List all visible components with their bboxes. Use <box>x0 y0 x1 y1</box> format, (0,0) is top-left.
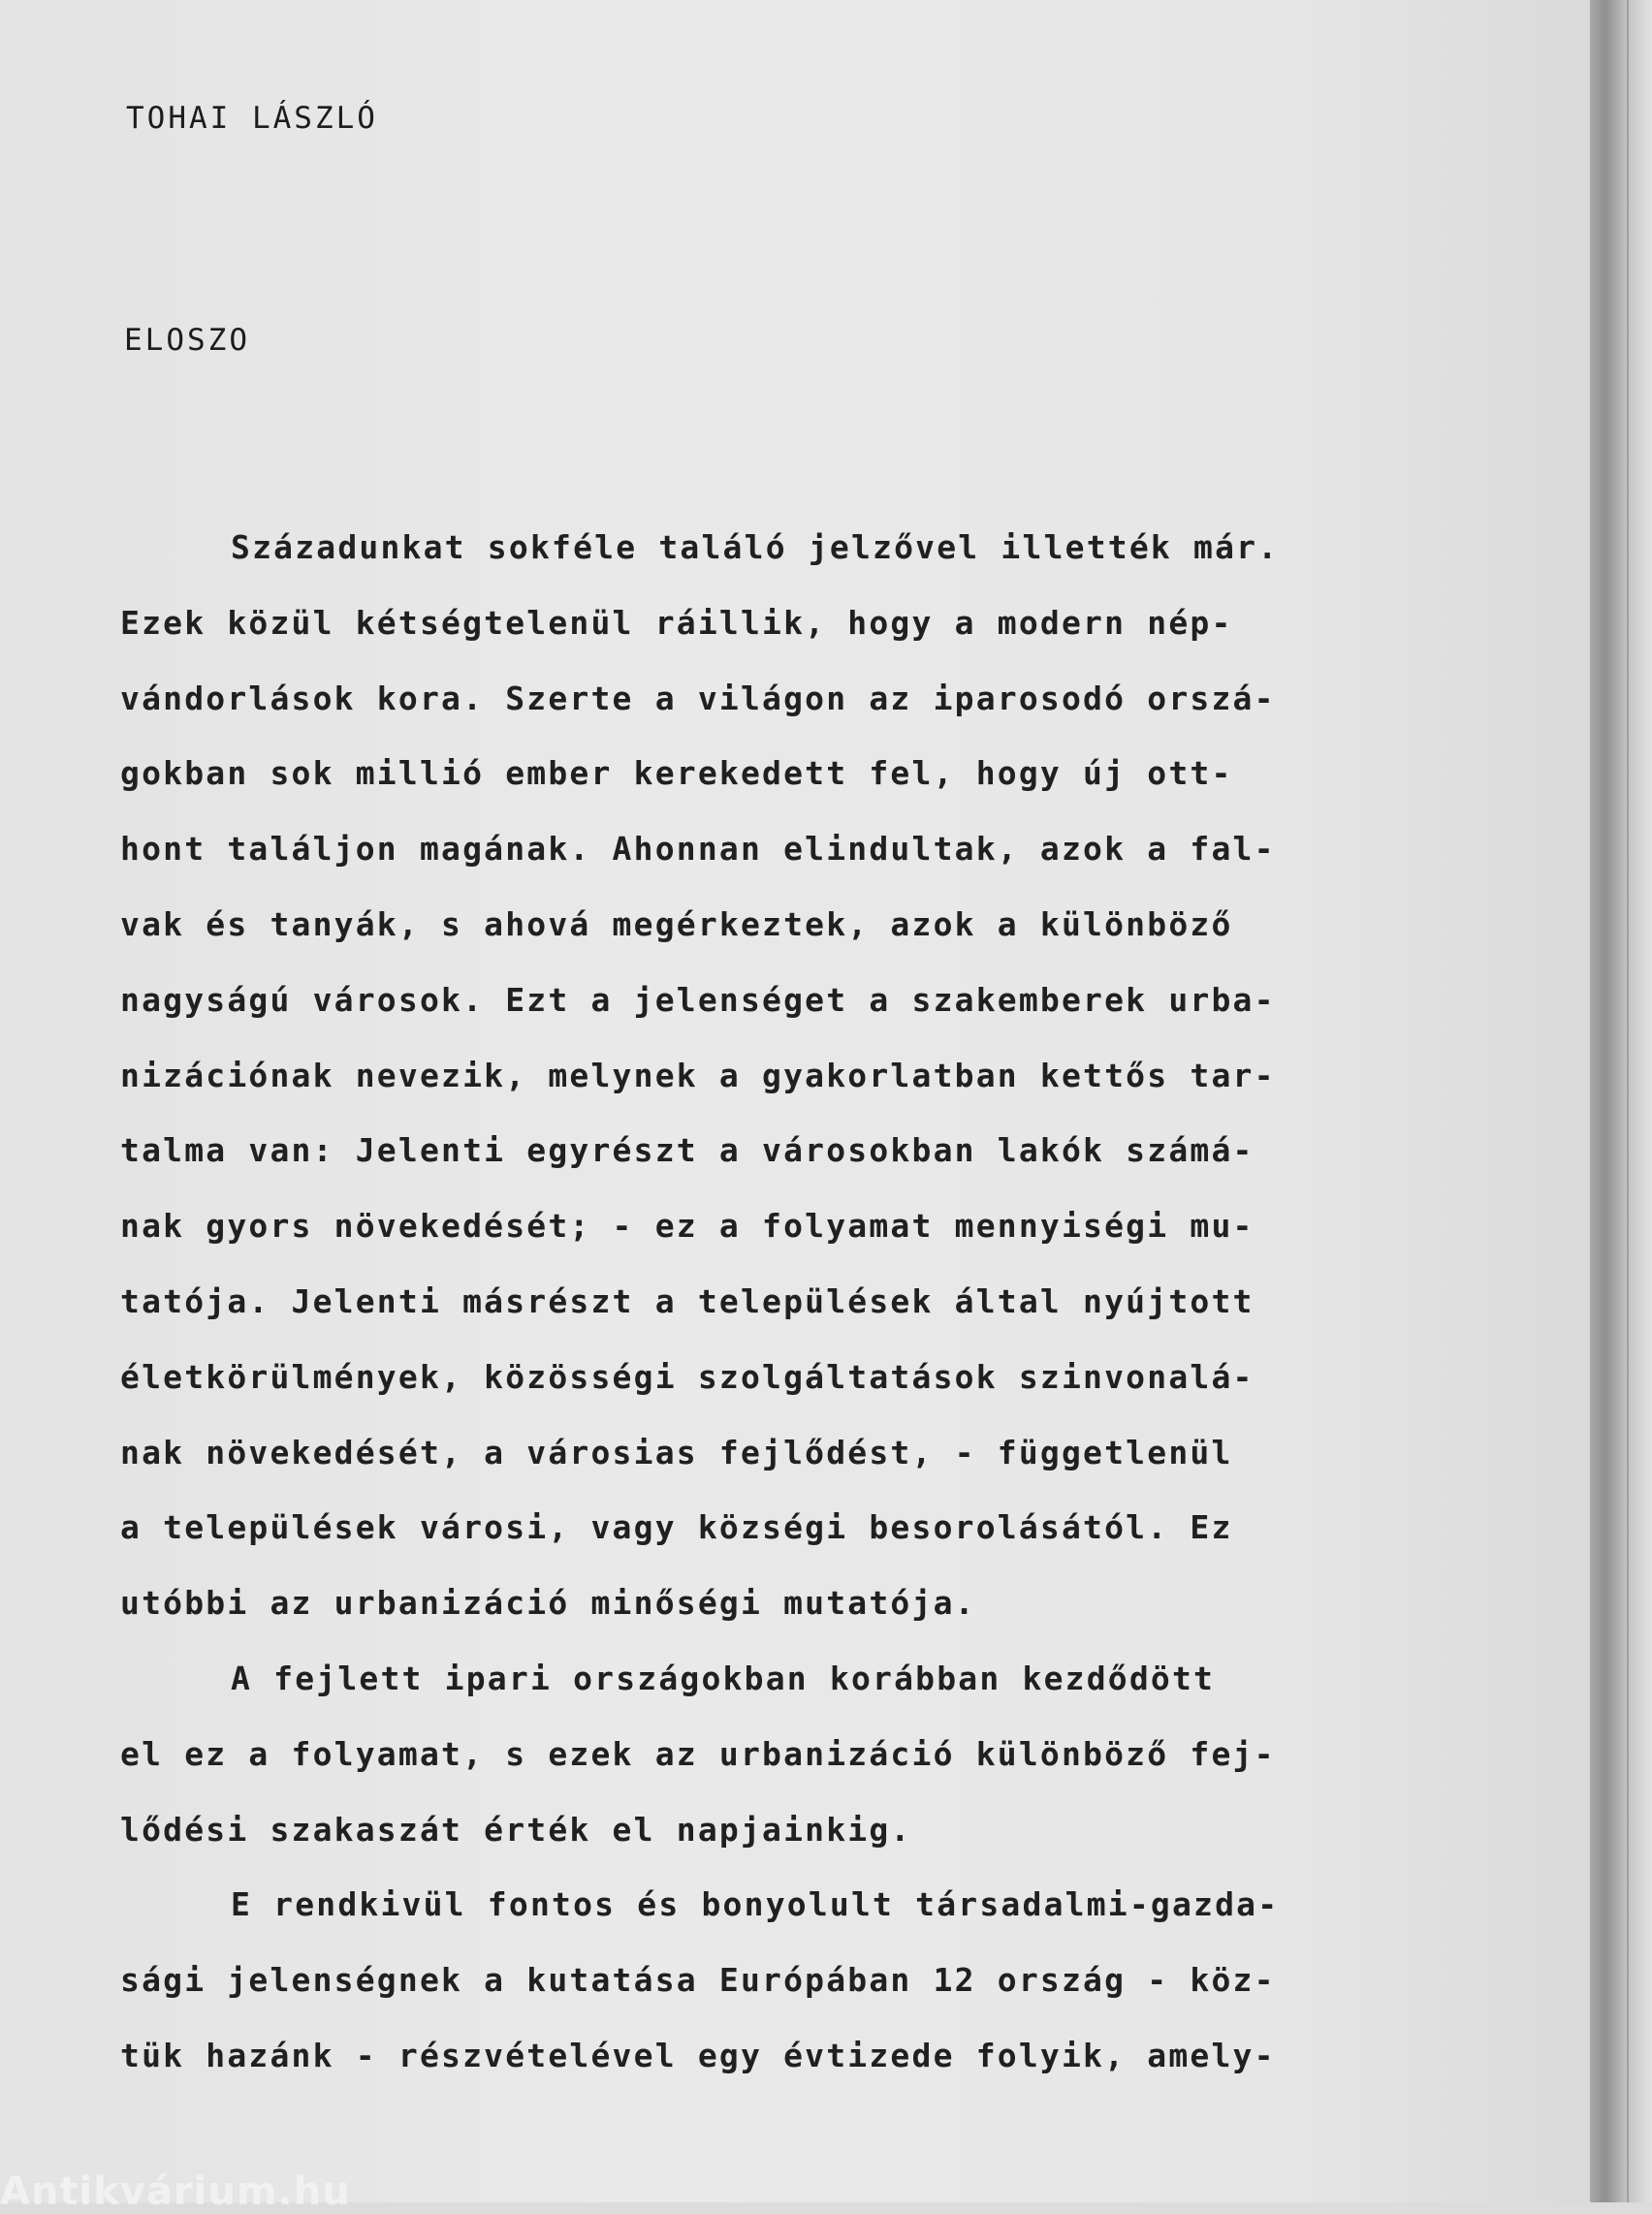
text-line: nagyságú városok. Ezt a jelenséget a szakemberek urba- <box>120 980 1276 1019</box>
text-line: vándorlások kora. Szerte a világon az iparosodó orszá- <box>120 679 1276 717</box>
text-line: nak gyors növekedését; - ez a folyamat mennyiségi mu- <box>120 1207 1255 1246</box>
text-line: Századunkat sokféle találó jelzővel illették már. <box>231 528 1280 566</box>
text-line: talma van: Jelenti egyrészt a városokban lakók számá- <box>120 1131 1255 1170</box>
section-heading: ELOSZO <box>124 323 250 358</box>
text-line: nak növekedését, a városias fejlődést, - függetlenül <box>120 1433 1233 1471</box>
page-edge-shadow <box>1590 0 1652 2202</box>
text-line: tatója. Jelenti másrészt a települések által nyújtott <box>120 1281 1255 1320</box>
text-line: hont találjon magának. Ahonnan elindultak, azok a fal- <box>120 830 1276 869</box>
author-name: TOHAI LÁSZLÓ <box>126 101 378 136</box>
text-line: vak és tanyák, s ahová megérkeztek, azok a különböző <box>120 904 1233 943</box>
text-line: a települések városi, vagy községi besorolásától. Ez <box>120 1508 1233 1547</box>
text-line: sági jelenségnek a kutatása Európában 12 ország - köz- <box>120 1961 1276 2000</box>
text-line: lődési szakaszát érték el napjainkig. <box>120 1810 912 1849</box>
watermark: Antikvárium.hu <box>0 2169 351 2214</box>
text-line: nizációnak nevezik, melynek a gyakorlatban kettős tar- <box>120 1056 1276 1094</box>
text-line: gokban sok millió ember kerekedett fel, hogy új ott- <box>120 754 1233 793</box>
body-text <box>120 529 1400 2113</box>
text-line: A fejlett ipari országokban korábban kezdődött <box>231 1659 1216 1697</box>
text-line: E rendkivül fontos és bonyolult társadalmi-gazda- <box>231 1885 1280 1924</box>
text-line: el ez a folyamat, s ezek az urbanizáció különböző fej- <box>120 1734 1276 1773</box>
text-line: tük hazánk - részvételével egy évtizede folyik, amely- <box>120 2036 1276 2074</box>
text-line: Ezek közül kétségtelenül ráillik, hogy a modern nép- <box>120 603 1233 642</box>
text-line: életkörülmények, közösségi szolgáltatások szinvonalá- <box>120 1357 1255 1396</box>
text-line: utóbbi az urbanizáció minőségi mutatója. <box>120 1584 976 1623</box>
page-edge-line <box>1627 0 1629 2202</box>
